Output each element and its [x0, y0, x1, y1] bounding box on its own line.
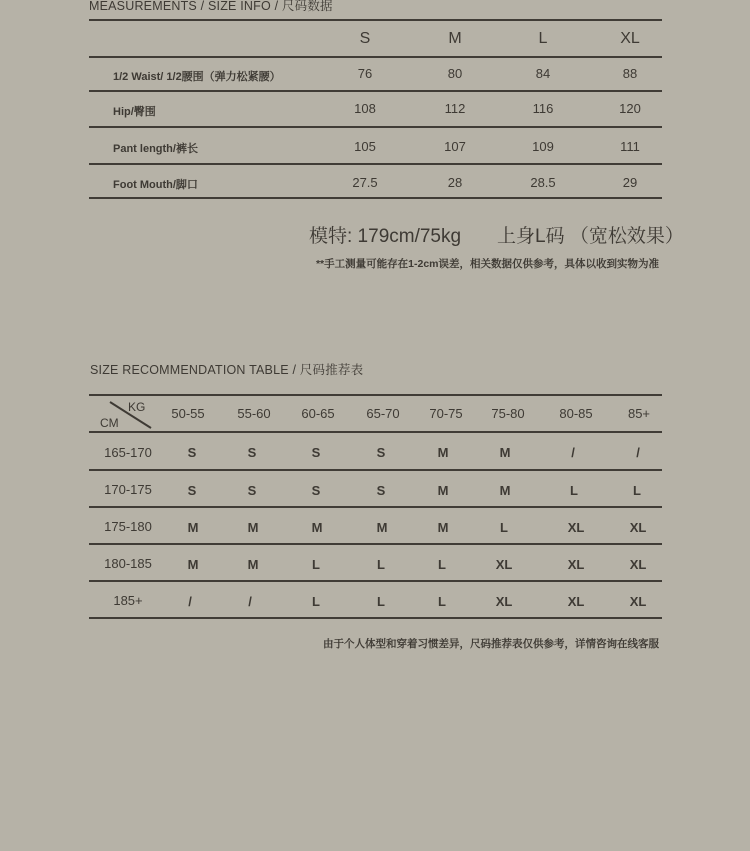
weight-header: 50-55 [171, 406, 205, 421]
weight-header: 55-60 [237, 406, 271, 421]
table-rule [89, 126, 662, 128]
size-cell: XL [567, 557, 585, 572]
corner-cm-label: CM [100, 416, 119, 430]
recommendation-title: SIZE RECOMMENDATION TABLE / 尺码推荐表 [90, 363, 364, 377]
height-label: 185+ [113, 593, 143, 608]
row-label-hip: Hip/臀围 [113, 106, 156, 118]
size-header-s: S [359, 30, 371, 47]
size-cell: M [247, 520, 259, 535]
size-cell: L [438, 594, 446, 609]
size-cell: L [633, 483, 641, 498]
size-cell: L [377, 594, 385, 609]
table-cell: 112 [444, 101, 466, 116]
row-label-pant-length: Pant length/裤长 [113, 143, 198, 155]
size-cell: M [376, 520, 388, 535]
size-cell: / [248, 594, 252, 609]
size-header-l: L [538, 30, 548, 47]
size-cell: M [247, 557, 259, 572]
size-cell: M [499, 445, 511, 460]
rec-table-rule [89, 431, 662, 433]
table-cell: 109 [532, 139, 554, 154]
rec-table-rule [89, 543, 662, 545]
weight-header: 80-85 [559, 406, 593, 421]
table-cell: 27.5 [352, 175, 378, 190]
weight-header: 60-65 [301, 406, 335, 421]
size-cell: S [247, 483, 257, 498]
size-cell: L [438, 557, 446, 572]
rec-table-rule [89, 469, 662, 471]
rec-table-top-rule [89, 394, 662, 396]
table-cell: 28 [447, 175, 463, 190]
size-cell: S [311, 445, 321, 460]
size-cell: XL [495, 557, 513, 572]
size-cell: / [571, 445, 575, 460]
size-header-xl: XL [620, 30, 640, 47]
row-label-waist: 1/2 Waist/ 1/2腰围（弹力松紧腰） [113, 71, 281, 83]
height-label: 170-175 [104, 482, 152, 497]
table-cell: 84 [535, 66, 551, 81]
height-label: 180-185 [104, 556, 152, 571]
measurement-note: **手工测量可能存在1-2cm误差，相关数据仅供参考，具体以收到实物为准 [315, 258, 659, 270]
table-cell: 108 [354, 101, 376, 116]
size-cell: M [187, 520, 199, 535]
table-cell: 88 [622, 66, 638, 81]
size-cell: M [499, 483, 511, 498]
weight-header: 65-70 [366, 406, 400, 421]
table-cell: 105 [354, 139, 376, 154]
size-cell: XL [495, 594, 513, 609]
size-cell: L [377, 557, 385, 572]
model-info: 模特: 179cm/75kg [309, 226, 462, 247]
table-cell: 28.5 [530, 175, 556, 190]
size-cell: / [636, 445, 640, 460]
weight-header: 85+ [627, 406, 651, 421]
table-rule [89, 90, 662, 92]
size-cell: XL [629, 520, 647, 535]
weight-header: 70-75 [429, 406, 463, 421]
size-cell: S [376, 445, 386, 460]
size-cell: L [312, 594, 320, 609]
size-cell: / [188, 594, 192, 609]
table-cell: 107 [444, 139, 466, 154]
height-label: 165-170 [104, 445, 152, 460]
table-rule [89, 56, 662, 58]
size-cell: M [437, 520, 449, 535]
size-header-m: M [448, 30, 462, 47]
size-cell: XL [629, 557, 647, 572]
size-cell: M [437, 445, 449, 460]
rec-table-bottom-rule [89, 617, 662, 619]
model-fit: 上身L码 （宽松效果） [497, 226, 684, 247]
size-cell: M [437, 483, 449, 498]
table-cell: 29 [622, 175, 638, 190]
size-cell: S [187, 445, 197, 460]
table-cell: 80 [447, 66, 463, 81]
size-cell: XL [629, 594, 647, 609]
size-cell: L [312, 557, 320, 572]
weight-header: 75-80 [491, 406, 525, 421]
table-cell: 111 [620, 139, 640, 154]
table-cell: 120 [619, 101, 641, 116]
size-cell: M [311, 520, 323, 535]
table-cell: 76 [357, 66, 373, 81]
size-cell: L [500, 520, 508, 535]
recommendation-note: 由于个人体型和穿着习惯差异，尺码推荐表仅供参考，详情咨询在线客服 [323, 638, 659, 650]
size-cell: S [376, 483, 386, 498]
size-cell: XL [567, 520, 585, 535]
corner-header [100, 398, 156, 432]
table-cell: 116 [532, 101, 554, 116]
corner-kg-label: KG [128, 400, 146, 414]
height-label: 175-180 [104, 519, 152, 534]
size-cell: S [311, 483, 321, 498]
rec-table-rule [89, 580, 662, 582]
measurements-title: MEASUREMENTS / SIZE INFO / 尺码数据 [89, 0, 333, 13]
size-cell: XL [567, 594, 585, 609]
table-bottom-rule [89, 197, 662, 199]
size-cell: S [187, 483, 197, 498]
size-cell: L [570, 483, 578, 498]
row-label-foot-mouth: Foot Mouth/脚口 [113, 179, 198, 191]
size-cell: M [187, 557, 199, 572]
table-rule [89, 163, 662, 165]
rec-table-rule [89, 506, 662, 508]
table-top-rule [89, 19, 662, 21]
size-cell: S [247, 445, 257, 460]
